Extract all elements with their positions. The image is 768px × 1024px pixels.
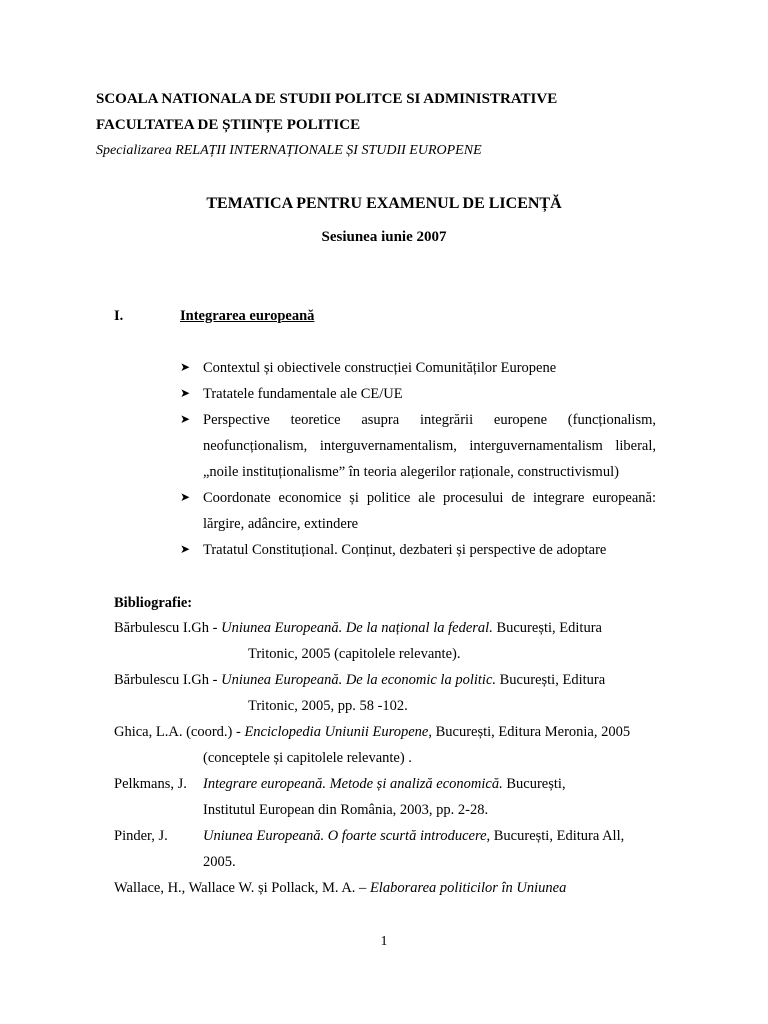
bib-author: Pelkmans, J. <box>114 776 187 792</box>
bullet-item-line: lărgire, adâncire, extindere <box>203 516 359 532</box>
arrow-bullet-icon: ➤ <box>180 360 191 374</box>
bib-title: Elaborarea politicilor în Uniunea <box>369 880 567 896</box>
specialization-name: RELAȚII INTERNAȚIONALE ȘI STUDII EUROPENE <box>175 143 482 158</box>
bibliography-heading: Bibliografie: <box>114 595 193 611</box>
bib-author: Pinder, J. <box>114 828 168 844</box>
section-number: I. <box>114 308 124 324</box>
school-name: SCOALA NATIONALA DE STUDII POLITCE SI ADMINISTRATIVE <box>96 91 558 107</box>
document-title: TEMATICA PENTRU EXAMENUL DE LICENȚĂ <box>206 195 562 212</box>
bib-entry <box>114 671 605 689</box>
arrow-bullet-icon: ➤ <box>180 490 191 504</box>
bib-author: Bărbulescu I.Gh - <box>114 672 222 688</box>
bib-publisher: București, Editura <box>492 620 602 636</box>
bib-author: Wallace, H., Wallace W. și Pollack, M. A. – <box>114 880 370 896</box>
specialization <box>96 142 482 160</box>
arrow-bullet-icon: ➤ <box>180 412 191 426</box>
bib-publisher: , București, Editura All, <box>486 828 625 844</box>
bib-continuation: Tritonic, 2005 (capitolele relevante). <box>248 646 461 662</box>
bib-continuation: Institutul European din România, 2003, pp. 2-28. <box>203 802 489 818</box>
bib-author: Bărbulescu I.Gh - <box>114 620 222 636</box>
bib-title: Integrare europeană. Metode și analiză economică. <box>203 776 503 792</box>
arrow-bullet-icon: ➤ <box>180 542 191 556</box>
bib-continuation: Tritonic, 2005, pp. 58 -102. <box>248 698 408 714</box>
bib-entry <box>114 723 630 741</box>
bib-title: Uniunea Europeană. De la național la federal. <box>221 620 493 636</box>
bib-entry <box>203 775 566 793</box>
specialization-prefix: Specializarea <box>96 143 176 158</box>
bib-author: Ghica, L.A. (coord.) - <box>114 724 245 740</box>
session-title: Sesiunea iunie 2007 <box>321 229 447 245</box>
bib-publisher: , București, Editura Meronia, 2005 <box>428 724 631 740</box>
bib-title: Enciclopedia Uniunii Europene <box>244 724 429 740</box>
arrow-bullet-icon: ➤ <box>180 386 191 400</box>
bib-entry <box>114 879 566 897</box>
bib-entry <box>114 619 602 637</box>
bullet-item: Contextul și obiectivele construcției Comunităților Europene <box>203 360 557 376</box>
bib-title: Uniunea Europeană. O foarte scurtă introducere <box>203 828 487 844</box>
bullet-item-line: „noile instituționalisme” în teoria alegerilor raționale, constructivismul) <box>203 464 619 480</box>
section-heading: Integrarea europeană <box>180 308 315 324</box>
bib-entry <box>203 827 624 845</box>
bullet-item: Tratatele fundamentale ale CE/UE <box>203 386 403 402</box>
bib-continuation: 2005. <box>203 854 236 870</box>
page-number: 1 <box>380 934 388 949</box>
faculty-name: FACULTATEA DE ȘTIINȚE POLITICE <box>96 117 361 133</box>
bullet-item-line: Perspective teoretice asupra integrării europene (funcționalism, <box>203 412 656 428</box>
bib-title: Uniunea Europeană. De la economic la politic. <box>221 672 497 688</box>
bib-publisher: București, Editura <box>496 672 606 688</box>
bullet-item-line: Coordonate economice și politice ale procesului de integrare europeană: <box>203 490 656 506</box>
bullet-item: Tratatul Constituțional. Conținut, dezbateri și perspective de adoptare <box>203 542 607 558</box>
bib-continuation: (conceptele și capitolele relevante) . <box>203 750 412 766</box>
bullet-item-line: neofuncționalism, interguvernamentalism, interguvernamentalism liberal, <box>203 438 656 454</box>
bib-publisher: București, <box>502 776 566 792</box>
